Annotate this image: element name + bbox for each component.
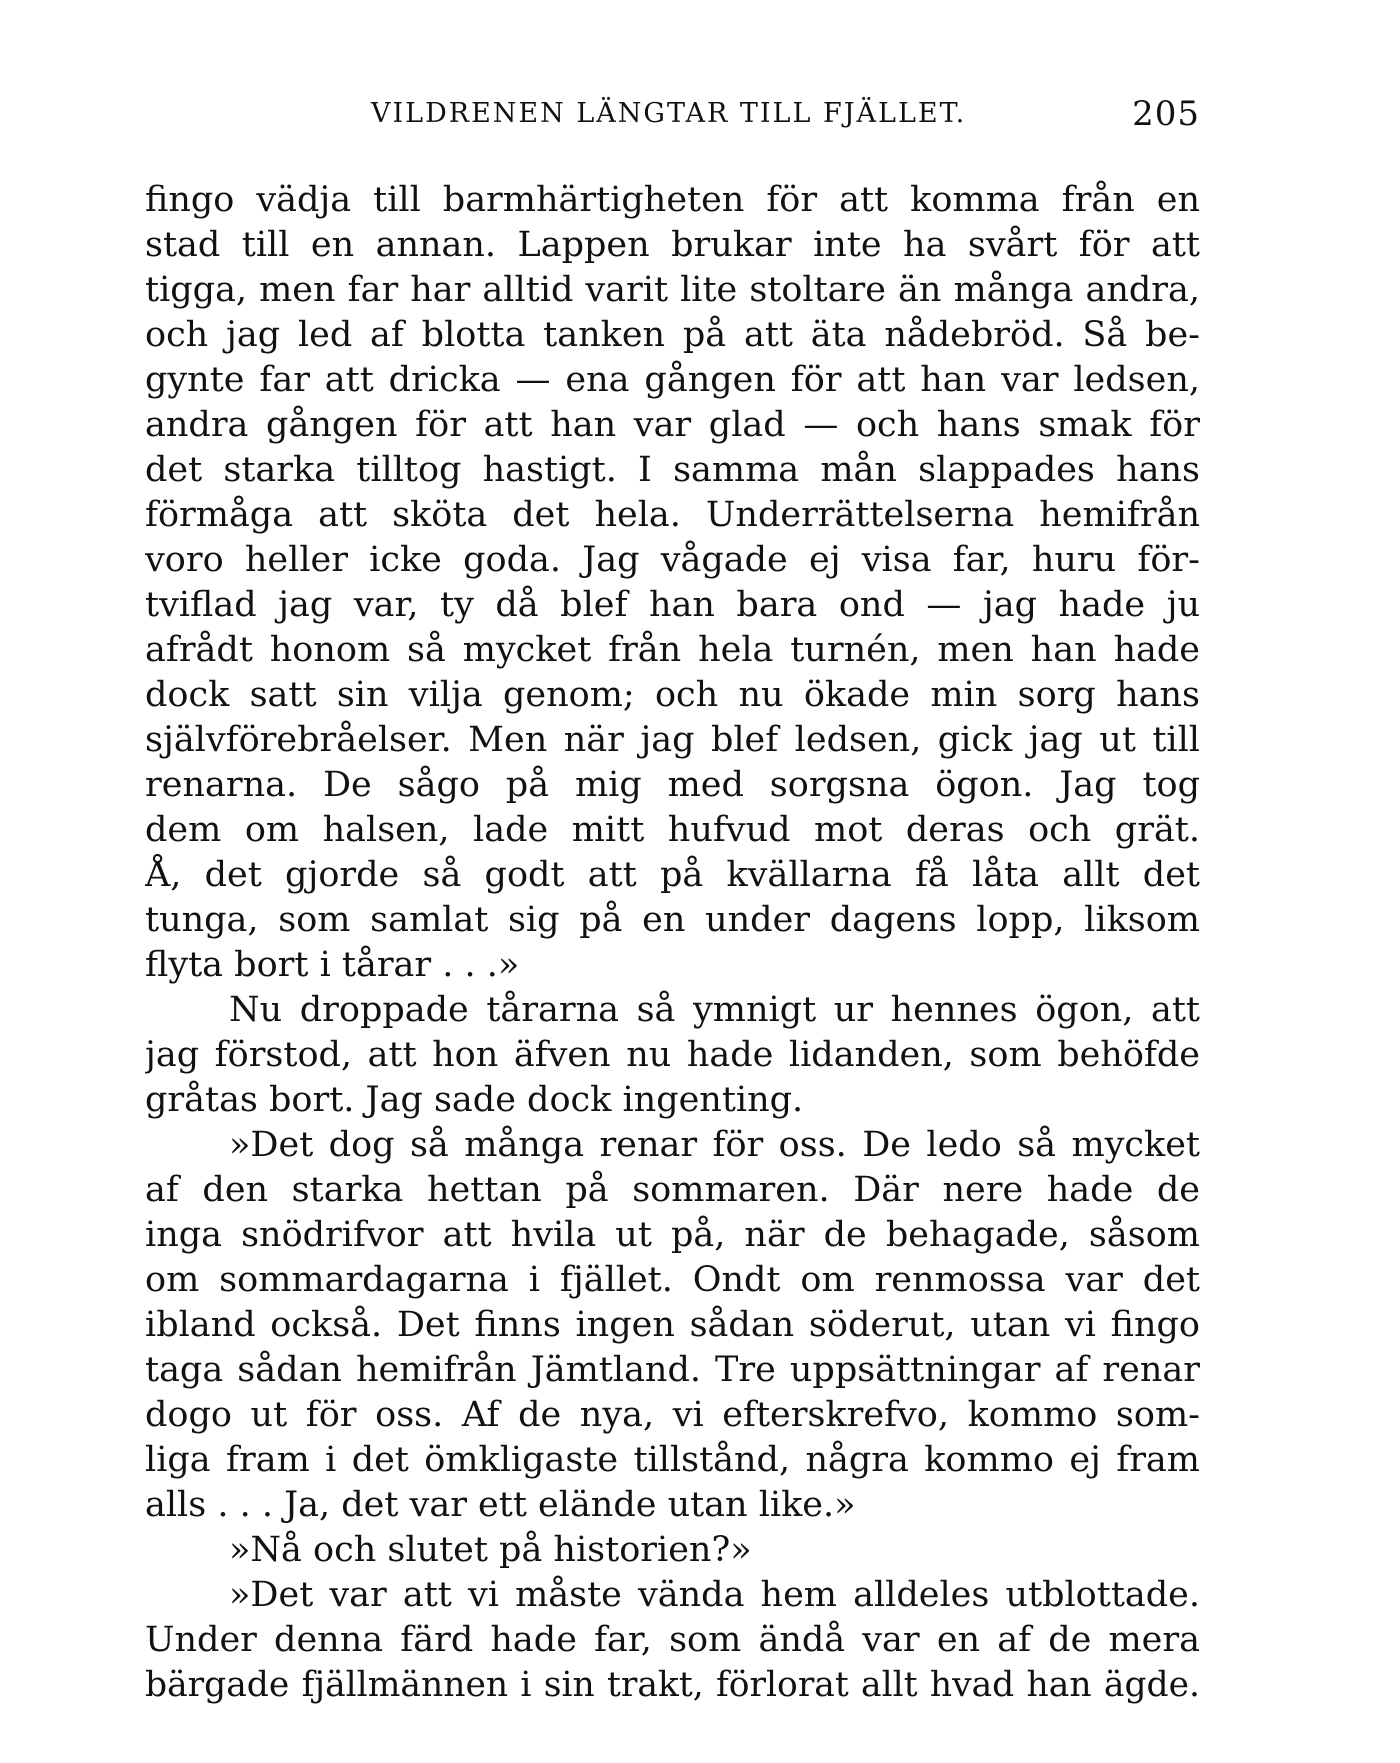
text-line: liga fram i det ömkligaste tillstånd, några kommo ej fram [145, 1440, 1200, 1480]
text-line: om sommardagarna i fjället. Ondt om renmossa var det [145, 1260, 1200, 1300]
page-number: 205 [1132, 94, 1200, 134]
text-line: voro heller icke goda. Jag vågade ej visa far, huru för- [145, 540, 1200, 580]
text-line: taga sådan hemifrån Jämtland. Tre uppsättningar af renar [145, 1350, 1200, 1390]
text-line: det starka tilltog hastigt. I samma mån slappades hans [145, 450, 1200, 490]
text-line: gråtas bort. Jag sade dock ingenting. [145, 1080, 804, 1120]
body-text [145, 178, 1200, 1708]
text-line: jag förstod, att hon äfven nu hade lidanden, som behöfde [145, 1035, 1200, 1075]
text-line: af den starka hettan på sommaren. Där nere hade de [145, 1170, 1200, 1210]
text-line: gynte far att dricka — ena gången för att han var ledsen, [145, 360, 1200, 400]
text-line: dock satt sin vilja genom; och nu ökade min sorg hans [145, 675, 1200, 715]
text-line: Under denna färd hade far, som ändå var en af de mera [145, 1620, 1200, 1660]
running-head [145, 94, 1200, 138]
text-line: stad till en annan. Lappen brukar inte ha svårt för att [145, 225, 1200, 265]
text-line: renarna. De sågo på mig med sorgsna ögon. Jag tog [145, 765, 1200, 805]
text-line: fingo vädja till barmhärtigheten för att komma från en [145, 180, 1200, 220]
text-line: andra gången för att han var glad — och hans smak för [145, 405, 1200, 445]
text-line: ibland också. Det finns ingen sådan söderut, utan vi fingo [145, 1305, 1200, 1345]
text-line: afrådt honom så mycket från hela turnén, men han hade [145, 630, 1200, 670]
text-line: förmåga att sköta det hela. Underrättelserna hemifrån [145, 495, 1200, 535]
text-line: dogo ut för oss. Af de nya, vi efterskrefvo, kommo som- [145, 1395, 1200, 1435]
running-title: VILDRENEN LÄNGTAR TILL FJÄLLET. [371, 98, 967, 129]
text-line: bärgade fjällmännen i sin trakt, förlorat allt hvad han ägde. [145, 1665, 1200, 1705]
text-line: Å, det gjorde så godt att på kvällarna få låta allt det [145, 855, 1200, 895]
text-line: tviflad jag var, ty då blef han bara ond — jag hade ju [145, 585, 1200, 625]
text-line: dem om halsen, lade mitt hufvud mot deras och grät. [145, 810, 1200, 850]
text-line: inga snödrifvor att hvila ut på, när de behagade, såsom [145, 1215, 1200, 1255]
text-line: »Det dog så många renar för oss. De ledo så mycket [229, 1125, 1200, 1165]
text-line: tigga, men far har alltid varit lite stoltare än många andra, [145, 270, 1200, 310]
text-line: alls . . . Ja, det var ett elände utan like.» [145, 1485, 856, 1525]
text-line: självförebråelser. Men när jag blef ledsen, gick jag ut till [145, 720, 1200, 760]
text-line: Nu droppade tårarna så ymnigt ur hennes ögon, att [229, 990, 1200, 1030]
text-line: »Det var att vi måste vända hem alldeles utblottade. [229, 1575, 1200, 1615]
text-line: och jag led af blotta tanken på att äta nådebröd. Så be- [145, 315, 1200, 355]
text-line: tunga, som samlat sig på en under dagens lopp, liksom [145, 900, 1200, 940]
text-line: »Nå och slutet på historien?» [229, 1530, 752, 1570]
text-line: flyta bort i tårar . . .» [145, 945, 520, 985]
